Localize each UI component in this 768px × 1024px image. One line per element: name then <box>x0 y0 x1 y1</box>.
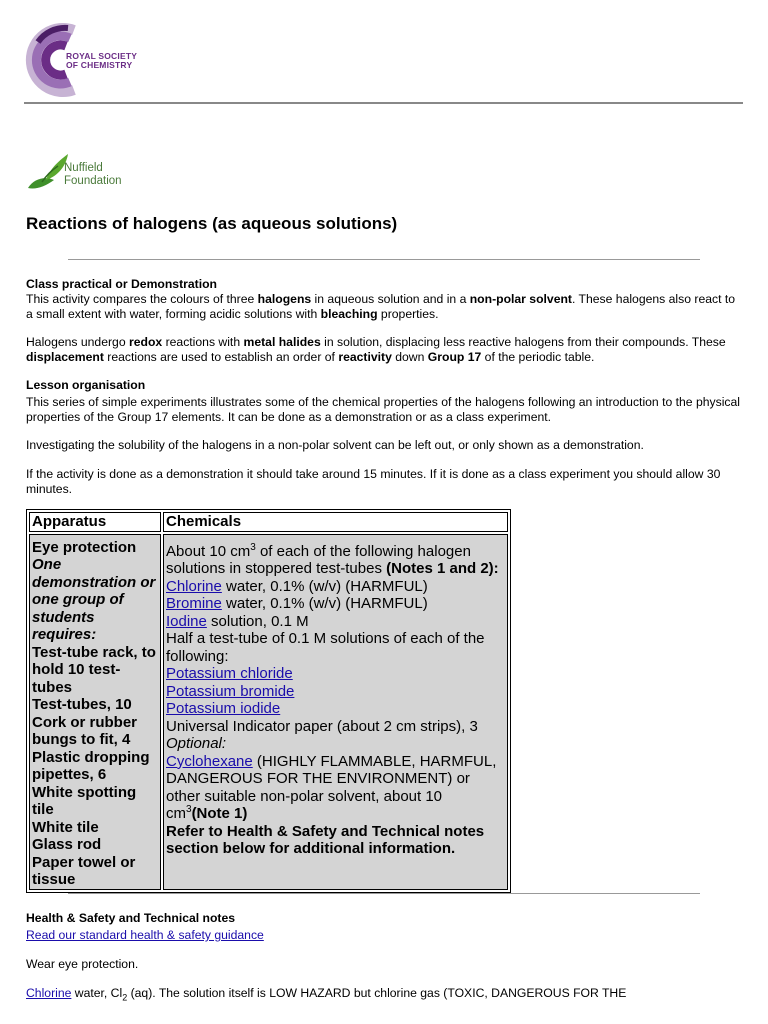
redox-text: Group 17 <box>427 349 482 364</box>
chemicals-cyclohexane <box>166 753 505 823</box>
chemicals-note1: (Note 1) <box>191 805 248 822</box>
apparatus-header: Apparatus <box>29 512 161 532</box>
header-divider <box>24 102 743 104</box>
redox-text: of the periodic table. <box>481 349 595 364</box>
chemicals-text: (HIGHLY FLAMMABLE, HARMFUL, DANGEROUS FOR THE ENVIRONMENT) or other suitable non-polar solvent, about 10 cm <box>166 752 497 822</box>
redox-text: metal halides <box>243 335 321 349</box>
hs-heading: Health & Safety and Technical notes <box>26 911 236 925</box>
nuffield-leaf-icon <box>24 150 68 194</box>
intro-text: non-polar solvent <box>469 292 572 306</box>
chemicals-refer: Refer to Health & Safety and Technical notes section below for additional information. <box>166 822 485 857</box>
hs-guidance-link[interactable]: Read our standard health & safety guidance <box>26 928 264 942</box>
intro-text: in aqueous solution and in a <box>311 292 470 306</box>
rsc-logo-text <box>66 52 137 70</box>
redox-text: reactivity <box>338 349 392 364</box>
apparatus-one-demo: One demonstration or one group of students requires: <box>32 556 156 643</box>
nuffield-logo-text <box>64 162 122 188</box>
apparatus-item: Cork or rubber bungs to fit, 4 <box>32 713 138 748</box>
potassium-chloride-link[interactable]: Potassium chloride <box>166 665 293 682</box>
redox-text: displacement <box>26 349 104 364</box>
intro-text: bleaching <box>320 306 378 321</box>
apparatus-item: Test-tube rack, to hold 10 test-tubes <box>32 643 156 696</box>
lesson-heading: Lesson organisation <box>26 378 146 392</box>
lesson-paragraph-3: If the activity is done as a demonstration it should take around 15 minutes. If it is done as a class experiment you should allow 30 minutes. <box>26 467 721 496</box>
intro-paragraph <box>26 292 742 321</box>
chemicals-text: of each of the following halogen solutions in stoppered test-tubes <box>166 542 471 577</box>
lesson-paragraph-1: This series of simple experiments illustrates some of the chemical properties of the halogens following an introduction to the physical properties of the Group 17 elements. It can be done as a demonstration or as a class experiment. <box>26 395 741 424</box>
chemicals-text: water, 0.1% (w/v) (HARMFUL) <box>221 577 428 595</box>
intro-text: halogens <box>257 292 312 306</box>
apparatus-cell <box>29 534 161 890</box>
chemicals-sup: 3 <box>186 804 192 815</box>
redox-paragraph <box>26 335 742 364</box>
chemicals-chlorine <box>166 578 505 596</box>
apparatus-item: Glass rod <box>32 836 102 853</box>
redox-text: down <box>391 349 428 364</box>
page-title: Reactions of halogens (as aqueous solutions) <box>26 214 398 233</box>
nuffield-logo <box>24 150 68 194</box>
chlorine-note-text: water, Cl <box>71 986 123 1000</box>
redox-text: in solution, displacing less reactive halogens from their compounds. These <box>320 335 726 349</box>
chemicals-bromine <box>166 595 505 613</box>
chemicals-sup: 3 <box>250 541 256 553</box>
chemicals-about <box>166 543 505 578</box>
apparatus-item: White tile <box>32 818 99 836</box>
redox-text: Halogens undergo <box>26 335 129 349</box>
chemicals-cell <box>163 534 508 890</box>
intro-text: properties. <box>377 306 439 321</box>
chemicals-text: About 10 cm <box>166 542 251 560</box>
bromine-link[interactable]: Bromine <box>166 595 222 612</box>
chemicals-text: solution, 0.1 M <box>206 612 309 630</box>
apparatus-item: White spotting tile <box>32 783 137 818</box>
chemicals-optional: Optional: <box>166 735 227 752</box>
chemicals-header: Chemicals <box>163 512 508 532</box>
chemicals-indicator: Universal Indicator paper (about 2 cm strips), 3 <box>166 717 478 735</box>
redox-text: reactions with <box>162 335 244 349</box>
redox-text: redox <box>129 335 163 349</box>
chemicals-text: water, 0.1% (w/v) (HARMFUL) <box>221 595 428 612</box>
table-divider <box>68 893 700 894</box>
rsc-logo-line: OF CHEMISTRY <box>66 60 133 70</box>
apparatus-item: Test-tubes, 10 <box>32 696 132 713</box>
chlorine-note-text: (aq). The solution itself is LOW HAZARD but chlorine gas (TOXIC, DANGEROUS FOR THE <box>127 986 627 1000</box>
lesson-paragraph-2: Investigating the solubility of the halogens in a non-polar solvent can be left out, or only shown as a demonstration. <box>26 438 644 452</box>
wear-eye-protection: Wear eye protection. <box>26 957 139 971</box>
hs-link-line <box>26 928 742 943</box>
potassium-bromide-link[interactable]: Potassium bromide <box>166 682 295 700</box>
intro-text: . These halogens also react to a small extent with water, forming acidic solutions with <box>26 292 736 321</box>
redox-text: reactions are used to establish an order of <box>103 349 339 364</box>
potassium-iodide-link[interactable]: Potassium iodide <box>166 700 281 717</box>
apparatus-item: Plastic dropping pipettes, 6 <box>32 748 150 783</box>
title-divider <box>68 259 700 260</box>
chlorine-note-sub: 2 <box>122 992 128 1003</box>
cyclohexane-link[interactable]: Cyclohexane <box>166 752 253 770</box>
table-row <box>29 534 508 890</box>
table-header-row <box>29 512 508 532</box>
rsc-logo-line: ROYAL SOCIETY <box>66 51 138 61</box>
apparatus-eye: Eye protection <box>32 538 137 556</box>
apparatus-item: Paper towel or tissue <box>32 853 136 888</box>
chlorine-note-link[interactable]: Chlorine <box>26 986 72 1000</box>
chemicals-notes: (Notes 1 and 2): <box>386 560 499 577</box>
chemicals-iodine <box>166 613 505 631</box>
chemicals-half: Half a test-tube of 0.1 M solutions of each of the following: <box>166 630 485 665</box>
chlorine-note <box>26 986 742 1001</box>
iodine-link[interactable]: Iodine <box>166 612 207 630</box>
chlorine-link[interactable]: Chlorine <box>166 577 222 595</box>
intro-text: This activity compares the colours of three <box>26 292 258 306</box>
apparatus-chemicals-table <box>26 509 511 893</box>
nuffield-logo-line: Foundation <box>64 175 122 187</box>
class-heading: Class practical or Demonstration <box>26 277 217 291</box>
nuffield-logo-line: Nuffield <box>64 162 103 174</box>
